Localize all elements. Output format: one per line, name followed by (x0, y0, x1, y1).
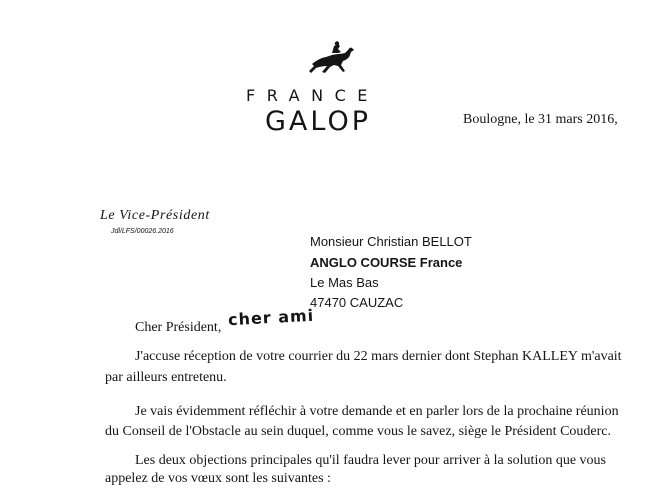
recipient-street: Le Mas Bas (310, 275, 379, 290)
recipient-city: 47470 CAUZAC (310, 295, 404, 310)
reference-number: Jdl/LFS/00026.2016 (111, 228, 174, 235)
paragraph-line: du Conseil de l'Obstacle au sein duquel, comme vous le savez, siège le Président Couderc. (105, 424, 612, 439)
logo-wordmark-france: FRANCE (246, 86, 379, 105)
salutation: Cher Président, (135, 320, 222, 335)
paragraph-line: par ailleurs entretenu. (105, 370, 227, 385)
logo-wordmark-galop: GALOP (265, 106, 372, 137)
recipient-company: ANGLO COURSE France (310, 255, 463, 270)
recipient-name: Monsieur Christian BELLOT (310, 234, 472, 249)
paragraph-line: appelez de vos vœux sont les suivantes : (105, 471, 331, 486)
paragraph-line: Je vais évidemment réfléchir à votre demande et en parler lors de la prochaine réunion (135, 404, 619, 419)
paragraph-line: J'accuse réception de votre courrier du 22 mars dernier dont Stephan KALLEY m'avait (135, 349, 622, 364)
galloping-horse-jockey-icon (308, 40, 358, 80)
sender-title: Le Vice-Président (100, 208, 210, 223)
paragraph-line: Les deux objections principales qu'il faudra lever pour arriver à la solution que vous (135, 453, 606, 468)
handwritten-annotation: cher ami (227, 305, 315, 330)
date-line: Boulogne, le 31 mars 2016, (463, 112, 618, 127)
